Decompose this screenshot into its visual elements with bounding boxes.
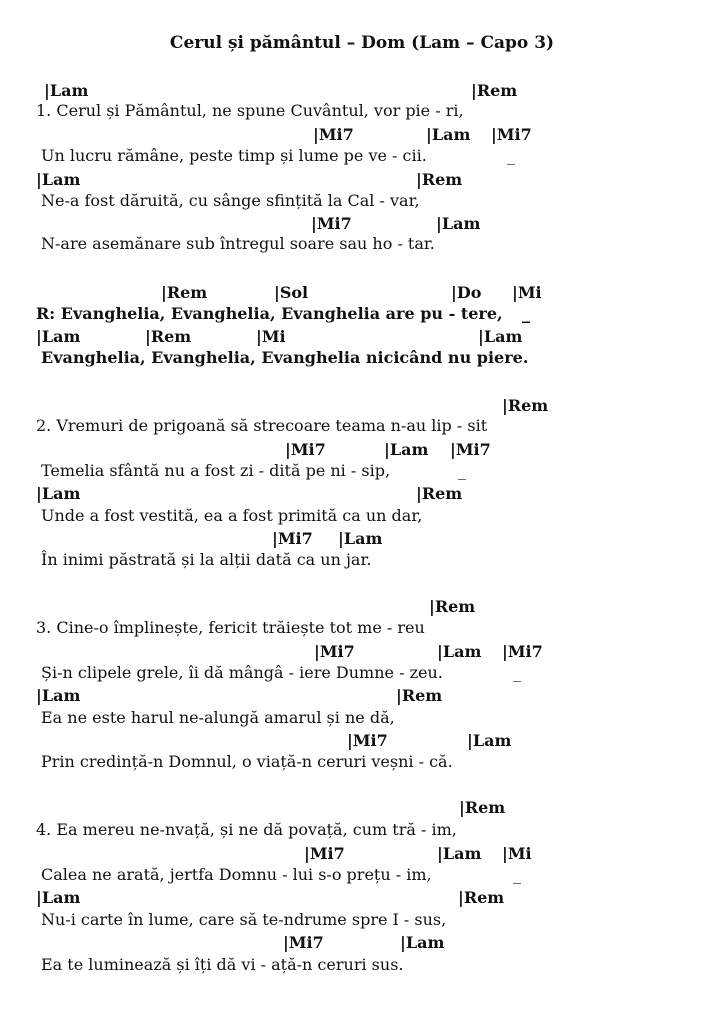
song-title: Cerul și pământul – Dom (Lam – Capo 3)	[169, 33, 555, 53]
chord: |Lam	[467, 731, 512, 750]
lyric-text: Prin credință-n Domnul, o viață-n ceruri veșni - că.	[41, 752, 453, 771]
chord: |Mi	[502, 844, 532, 863]
chord: |Rem	[471, 81, 518, 100]
lyric-text: Evanghelia, Evanghelia, Evanghelia nicicând nu piere.	[41, 348, 529, 367]
chord: |Rem	[396, 686, 443, 705]
blank-marker: _	[458, 461, 466, 480]
chord: |Mi	[512, 283, 542, 302]
verse-1-lyric-line-1	[0, 101, 724, 123]
chord: |Lam	[384, 440, 429, 459]
chord: |Mi7	[285, 440, 326, 459]
chord: |Mi7	[502, 642, 543, 661]
lyric-text: Unde a fost vestită, ea a fost primită ca un dar,	[41, 506, 423, 525]
lyric-text: 4. Ea mereu ne-nvață, și ne dă povață, cum tră - im,	[36, 820, 457, 839]
verse-4-lyric-line-4	[0, 955, 724, 977]
chord: |Mi7	[450, 440, 491, 459]
blank-marker: _	[522, 304, 530, 323]
lyric-text: Ne-a fost dăruită, cu sânge sfințită la Cal - var,	[41, 191, 420, 210]
chorus-lyric-line-2	[0, 348, 724, 370]
chord: |Sol	[274, 283, 309, 302]
chord: |Mi7	[311, 214, 352, 233]
verse-1-lyric-line-3	[0, 191, 724, 213]
chord: |Mi7	[491, 125, 532, 144]
chorus-chord-line-2	[0, 327, 724, 349]
verse-2-chord-line-3	[0, 484, 724, 506]
lyric-text: 3. Cine-o împlinește, fericit trăiește tot me - reu	[36, 618, 425, 637]
verse-2-lyric-line-4	[0, 550, 724, 572]
verse-1-lyric-line-4	[0, 234, 724, 256]
chord: |Rem	[416, 484, 463, 503]
chord: |Mi7	[313, 125, 354, 144]
verse-3-lyric-line-2	[0, 663, 724, 685]
lyric-text: N-are asemănare sub întregul soare sau ho - tar.	[41, 234, 435, 253]
chord: |Lam	[400, 933, 445, 952]
chord: |Lam	[36, 686, 81, 705]
lyric-text: Nu-i carte în lume, care să te-ndrume spre I - sus,	[41, 910, 447, 929]
verse-2-chord-line-2	[0, 440, 724, 462]
chord: |Mi7	[272, 529, 313, 548]
verse-3-chord-line-2	[0, 642, 724, 664]
chord: |Rem	[145, 327, 192, 346]
verse-1-chord-line-1	[0, 81, 724, 103]
chord: |Rem	[416, 170, 463, 189]
chord: |Lam	[36, 170, 81, 189]
verse-3-chord-line-4	[0, 731, 724, 753]
verse-2-lyric-line-2	[0, 461, 724, 483]
chord: |Rem	[429, 597, 476, 616]
lyric-text: 2. Vremuri de prigoană să strecoare teama n-au lip - sit	[36, 416, 488, 435]
lyric-text: 1. Cerul și Pământul, ne spune Cuvântul, vor pie - ri,	[36, 101, 464, 120]
verse-1-chord-line-3	[0, 170, 724, 192]
chord: |Rem	[458, 888, 505, 907]
lyric-text: Și-n clipele grele, îi dă mângâ - iere Dumne - zeu.	[41, 663, 443, 682]
chord: |Lam	[478, 327, 523, 346]
lyric-text: R: Evanghelia, Evanghelia, Evanghelia are pu - tere,	[36, 304, 503, 323]
lyric-text: În inimi păstrată și la alții dată ca un jar.	[41, 550, 372, 569]
verse-2-chord-line-4	[0, 529, 724, 551]
chord: |Lam	[338, 529, 383, 548]
verse-4-chord-line-4	[0, 933, 724, 955]
blank-marker: _	[513, 865, 521, 884]
verse-4-chord-line-2	[0, 844, 724, 866]
chord: |Lam	[36, 327, 81, 346]
chord: |Lam	[436, 214, 481, 233]
lyric-text: Ea ne este harul ne-alungă amarul și ne dă,	[41, 708, 395, 727]
chord: |Rem	[459, 798, 506, 817]
blank-marker: _	[513, 663, 521, 682]
verse-2-chord-line-1	[0, 396, 724, 418]
chord: |Rem	[161, 283, 208, 302]
chord: |Lam	[36, 888, 81, 907]
verse-1-lyric-line-2	[0, 146, 724, 168]
verse-3-chord-line-3	[0, 686, 724, 708]
verse-4-lyric-line-3	[0, 910, 724, 932]
blank-marker: _	[507, 146, 515, 165]
verse-1-chord-line-2	[0, 125, 724, 147]
verse-4-lyric-line-2	[0, 865, 724, 887]
chord: |Lam	[437, 642, 482, 661]
chord: |Lam	[36, 484, 81, 503]
chord: |Mi7	[347, 731, 388, 750]
chorus-chord-line-1	[0, 283, 724, 305]
chorus-lyric-line-1	[0, 304, 724, 326]
chord: |Rem	[502, 396, 549, 415]
lyric-text: Temelia sfântă nu a fost zi - dită pe ni - sip,	[41, 461, 391, 480]
chord: |Mi7	[304, 844, 345, 863]
verse-3-lyric-line-4	[0, 752, 724, 774]
verse-1-chord-line-4	[0, 214, 724, 236]
verse-3-lyric-line-1	[0, 618, 724, 640]
lyric-text: Calea ne arată, jertfa Domnu - lui s-o prețu - im,	[41, 865, 432, 884]
chord: |Mi7	[283, 933, 324, 952]
verse-2-lyric-line-1	[0, 416, 724, 438]
verse-4-chord-line-1	[0, 798, 724, 820]
verse-3-chord-line-1	[0, 597, 724, 619]
chord: |Lam	[426, 125, 471, 144]
chord: |Mi	[256, 327, 286, 346]
lyric-text: Ea te luminează și îți dă vi - ață-n ceruri sus.	[41, 955, 404, 974]
verse-4-lyric-line-1	[0, 820, 724, 842]
chord: |Mi7	[314, 642, 355, 661]
lyric-text: Un lucru rămâne, peste timp și lume pe ve - cii.	[41, 146, 427, 165]
verse-4-chord-line-3	[0, 888, 724, 910]
chord: |Lam	[437, 844, 482, 863]
chord: |Lam	[44, 81, 89, 100]
chord: |Do	[451, 283, 482, 302]
verse-2-lyric-line-3	[0, 506, 724, 528]
verse-3-lyric-line-3	[0, 708, 724, 730]
